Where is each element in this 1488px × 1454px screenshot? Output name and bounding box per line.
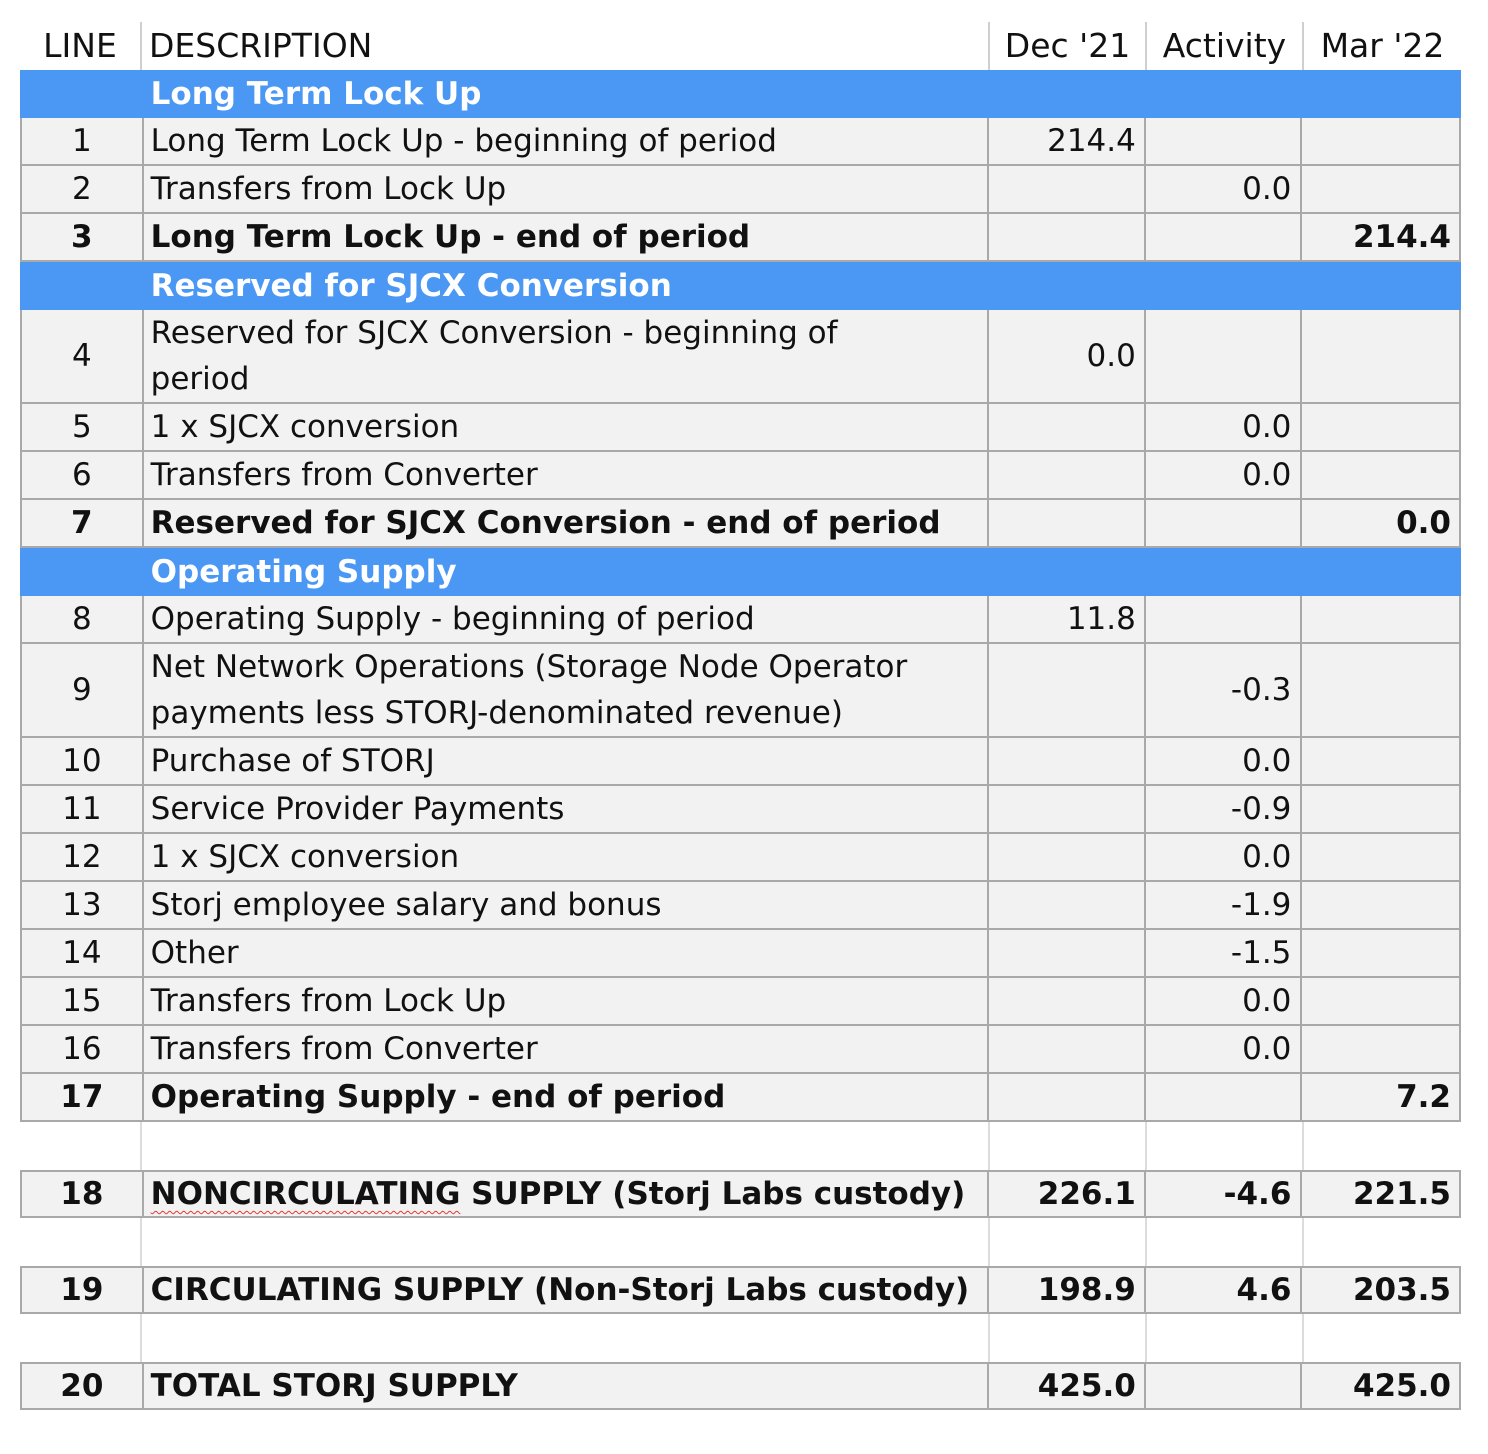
section-cell[interactable] [1302,262,1459,310]
dec-cell[interactable] [989,452,1146,498]
description-line-2: period [150,361,250,397]
dec-cell[interactable] [989,166,1146,212]
spellcheck-word: NONCIRCULATING [150,1176,461,1212]
dec-cell[interactable] [989,882,1146,928]
mar-cell[interactable]: 7.2 [1396,1079,1451,1115]
activity-cell[interactable]: 0.0 [1146,978,1303,1024]
header-description[interactable]: DESCRIPTION [142,22,990,70]
line-number[interactable]: 14 [22,930,144,976]
table-row [20,978,1461,1026]
description-line-1: Net Network Operations (Storage Node Operator [150,649,908,685]
activity-cell[interactable]: -0.9 [1146,786,1303,832]
empty-cell[interactable] [142,1314,990,1362]
line-number[interactable]: 15 [22,978,144,1024]
section-cell[interactable] [1302,548,1459,596]
mar-cell[interactable] [1302,1026,1459,1072]
table-row [20,166,1461,214]
dec-cell[interactable] [989,834,1146,880]
spacer-row [20,1122,1461,1170]
activity-cell[interactable] [1146,1364,1303,1408]
dec-cell[interactable] [989,404,1146,450]
dec-cell[interactable] [989,738,1146,784]
table-row [20,404,1461,452]
mar-cell[interactable] [1302,310,1459,402]
activity-cell[interactable]: 0.0 [1146,834,1303,880]
line-number[interactable]: 10 [22,738,144,784]
empty-cell[interactable] [990,1314,1147,1362]
activity-cell[interactable]: -1.9 [1146,882,1303,928]
section-cell[interactable] [1146,262,1303,310]
section-cell[interactable] [989,70,1146,118]
activity-cell[interactable] [1146,596,1303,642]
line-number[interactable]: 19 [22,1268,144,1312]
header-activity[interactable]: Activity [1147,22,1304,70]
table-row [20,596,1461,644]
dec-cell[interactable] [989,644,1146,736]
header-dec-21[interactable]: Dec '21 [990,22,1147,70]
table-row-total [20,214,1461,262]
line-number[interactable]: 18 [22,1172,144,1216]
line-number[interactable]: 7 [22,500,144,546]
activity-cell[interactable]: -0.3 [1146,644,1303,736]
mar-cell[interactable]: 214.4 [1352,219,1451,255]
mar-cell[interactable] [1302,166,1459,212]
description-line-2: payments less STORJ-denominated revenue) [150,695,843,731]
description-cell[interactable]: Other [144,930,990,976]
section-cell[interactable] [1146,70,1303,118]
description-cell[interactable]: 1 x SJCX conversion [144,404,990,450]
description-rest: SUPPLY (Storj Labs custody) [460,1176,966,1212]
summary-row-circulating [20,1266,1461,1314]
section-cell[interactable] [989,548,1146,596]
table-row-total [20,500,1461,548]
dec-cell[interactable]: 214.4 [989,118,1146,164]
mar-cell[interactable] [1302,930,1459,976]
activity-cell[interactable]: 0.0 [1146,166,1303,212]
empty-cell[interactable] [20,1122,142,1170]
activity-cell[interactable]: -4.6 [1146,1172,1303,1216]
dec-cell[interactable] [989,1026,1146,1072]
table-row [20,644,1461,738]
line-number[interactable]: 6 [22,452,144,498]
section-title[interactable]: Operating Supply [150,554,457,590]
dec-cell[interactable] [989,500,1146,546]
dec-cell[interactable]: 425.0 [989,1364,1146,1408]
activity-cell[interactable] [1146,1074,1303,1120]
description-cell[interactable] [144,310,990,402]
table-row [20,118,1461,166]
mar-cell[interactable]: 0.0 [1396,505,1451,541]
table-row [20,786,1461,834]
supply-table [20,22,1461,1410]
activity-cell[interactable] [1146,310,1303,402]
activity-cell[interactable] [1146,118,1303,164]
summary-row-noncirculating [20,1170,1461,1218]
line-number[interactable]: 13 [22,882,144,928]
dec-cell[interactable] [989,978,1146,1024]
section-cell[interactable] [22,70,144,118]
empty-cell[interactable] [1304,1314,1461,1362]
table-row [20,310,1461,404]
header-row [20,22,1461,70]
empty-cell[interactable] [1147,1122,1304,1170]
dec-cell[interactable]: 226.1 [989,1172,1146,1216]
activity-cell[interactable]: 0.0 [1146,738,1303,784]
description-cell[interactable]: Long Term Lock Up - end of period [144,214,990,260]
activity-cell[interactable] [1146,214,1303,260]
description-cell[interactable]: Operating Supply - end of period [144,1074,990,1120]
spacer-row [20,1218,1461,1266]
description-cell[interactable]: Storj employee salary and bonus [144,882,990,928]
mar-cell[interactable] [1302,596,1459,642]
dec-cell[interactable]: 198.9 [989,1268,1146,1312]
line-number[interactable]: 9 [22,644,144,736]
mar-cell[interactable] [1302,978,1459,1024]
mar-cell[interactable] [1302,834,1459,880]
table-row-total [20,1074,1461,1122]
activity-cell[interactable]: 0.0 [1146,452,1303,498]
line-number[interactable]: 4 [22,310,144,402]
line-number[interactable]: 12 [22,834,144,880]
description-cell[interactable]: Service Provider Payments [144,786,990,832]
empty-cell[interactable] [20,1314,142,1362]
description-line-1: Reserved for SJCX Conversion - beginning of [150,315,838,351]
mar-cell[interactable] [1302,118,1459,164]
activity-cell[interactable]: 0.0 [1146,404,1303,450]
table-row [20,738,1461,786]
line-number[interactable]: 11 [22,786,144,832]
section-cell[interactable] [22,262,144,310]
section-cell[interactable] [1146,548,1303,596]
empty-cell[interactable] [1304,1218,1461,1266]
description-cell[interactable]: TOTAL STORJ SUPPLY [144,1364,990,1408]
empty-cell[interactable] [990,1122,1147,1170]
empty-cell[interactable] [142,1122,990,1170]
dec-cell[interactable] [989,786,1146,832]
mar-cell[interactable] [1302,452,1459,498]
table-row [20,930,1461,978]
description-cell[interactable] [144,644,990,736]
description-cell[interactable]: Transfers from Converter [144,452,990,498]
description-cell[interactable]: Transfers from Lock Up [144,978,990,1024]
mar-cell[interactable]: 425.0 [1352,1368,1451,1404]
mar-cell[interactable] [1302,404,1459,450]
header-mar-22[interactable]: Mar '22 [1320,26,1445,65]
line-number[interactable]: 20 [22,1364,144,1408]
description-cell[interactable]: Reserved for SJCX Conversion - end of period [144,500,990,546]
table-row [20,1026,1461,1074]
line-number[interactable]: 5 [22,404,144,450]
description-cell[interactable]: CIRCULATING SUPPLY (Non-Storj Labs custody) [144,1268,990,1312]
description-cell[interactable]: Operating Supply - beginning of period [144,596,990,642]
table-row [20,834,1461,882]
section-title[interactable]: Long Term Lock Up [150,76,482,112]
dec-cell[interactable] [989,1074,1146,1120]
section-cell[interactable] [1302,70,1459,118]
mar-cell[interactable] [1302,644,1459,736]
dec-cell[interactable]: 0.0 [989,310,1146,402]
dec-cell[interactable]: 11.8 [989,596,1146,642]
description-cell[interactable]: Purchase of STORJ [144,738,990,784]
mar-cell[interactable]: 203.5 [1352,1272,1451,1308]
spacer-row [20,1314,1461,1362]
activity-cell[interactable] [1146,500,1303,546]
summary-row-total [20,1362,1461,1410]
description-cell[interactable]: Transfers from Lock Up [144,166,990,212]
activity-cell[interactable]: 0.0 [1146,1026,1303,1072]
table-row [20,452,1461,500]
description-cell[interactable] [144,1172,990,1216]
section-cell[interactable] [989,262,1146,310]
table-row [20,882,1461,930]
empty-cell[interactable] [1304,1122,1461,1170]
mar-cell[interactable] [1302,738,1459,784]
line-number[interactable]: 16 [22,1026,144,1072]
section-operating-supply [20,548,1461,596]
mar-cell[interactable]: 221.5 [1352,1176,1451,1212]
dec-cell[interactable] [989,930,1146,976]
mar-cell[interactable] [1302,882,1459,928]
activity-cell[interactable]: 4.6 [1146,1268,1303,1312]
dec-cell[interactable] [989,214,1146,260]
section-long-term-lock-up [20,70,1461,118]
mar-cell[interactable] [1302,786,1459,832]
description-cell[interactable]: Long Term Lock Up - beginning of period [144,118,990,164]
line-number[interactable]: 8 [22,596,144,642]
section-title[interactable]: Reserved for SJCX Conversion [150,268,672,304]
line-number[interactable]: 2 [22,166,144,212]
line-number[interactable]: 17 [22,1074,144,1120]
line-number[interactable]: 1 [22,118,144,164]
line-number[interactable]: 3 [22,214,144,260]
empty-cell[interactable] [1147,1314,1304,1362]
header-line[interactable]: LINE [20,22,142,70]
empty-cell[interactable] [990,1218,1147,1266]
description-cell[interactable]: 1 x SJCX conversion [144,834,990,880]
activity-cell[interactable]: -1.5 [1146,930,1303,976]
empty-cell[interactable] [1147,1218,1304,1266]
section-cell[interactable] [22,548,144,596]
empty-cell[interactable] [20,1218,142,1266]
description-cell[interactable]: Transfers from Converter [144,1026,990,1072]
section-sjcx-conversion [20,262,1461,310]
empty-cell[interactable] [142,1218,990,1266]
